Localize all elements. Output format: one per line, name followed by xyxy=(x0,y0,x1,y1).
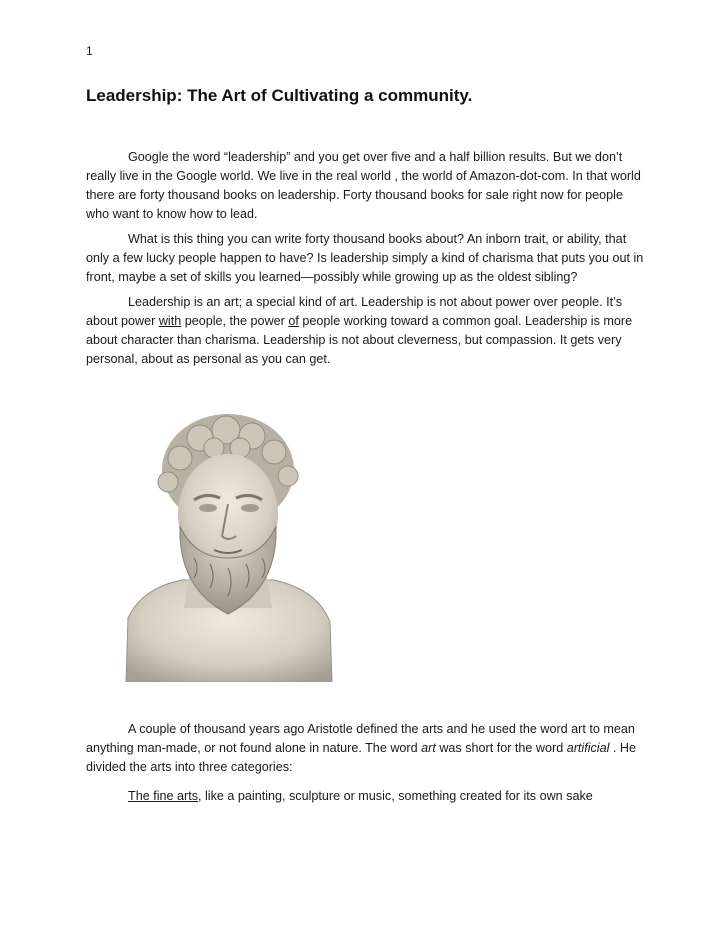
p4-italic-art: art xyxy=(421,741,436,755)
p4-part-c: . He divided the arts into three categories: xyxy=(86,741,637,774)
p3-part-b: people, the power xyxy=(181,314,289,328)
p4-part-a: A couple of thousand years ago Aristotle defined the arts and he used the word art to mean anything man-made, or not found alone in nature. The word xyxy=(86,722,635,755)
p3-part-a: Leadership is an art; a special kind of art. Leadership is not about power over people. It’s about power xyxy=(86,295,623,328)
p5-rest: , like a painting, sculpture or music, something created for its own sake xyxy=(198,789,593,803)
page-title: Leadership: The Art of Cultivating a community. xyxy=(86,86,473,105)
p3-underlined-of: of xyxy=(288,314,299,328)
intro-text-block xyxy=(86,148,646,375)
p4-part-b: was short for the word xyxy=(435,741,567,755)
paragraph-1: Google the word “leadership” and you get over five and a half billion results. But we don’t really live in the Google world. We live in the real world , the world of Amazon-dot-com. In that world there are forty thousand books on leadership. Forty thousand books for sale right now for people who want to know how to lead. xyxy=(86,150,641,221)
page-number: 1 xyxy=(86,44,93,58)
paragraph-3 xyxy=(86,293,646,369)
paragraph-2: What is this thing you can write forty thousand books about? An inborn trait, or ability, that only a few lucky people happen to have? Is leadership simply a kind of charisma that puts you out in front, maybe a set of skills you learned—possibly while growing up as the oldest sibling? xyxy=(86,232,644,284)
p4-italic-artificial: artificial xyxy=(566,741,610,755)
aristotle-text-block xyxy=(86,720,646,812)
paragraph-4 xyxy=(86,720,646,777)
p5-underlined-fine-arts: The fine arts xyxy=(128,789,198,803)
aristotle-bust-image xyxy=(122,408,334,682)
p3-part-c: people working toward a common goal. Leadership is more about character than charisma. Leadership is not about cleverness, but compassion. It gets very personal, about as personal as you can get. xyxy=(86,314,633,366)
paragraph-5 xyxy=(86,787,646,806)
p3-underlined-with: with xyxy=(158,314,182,328)
